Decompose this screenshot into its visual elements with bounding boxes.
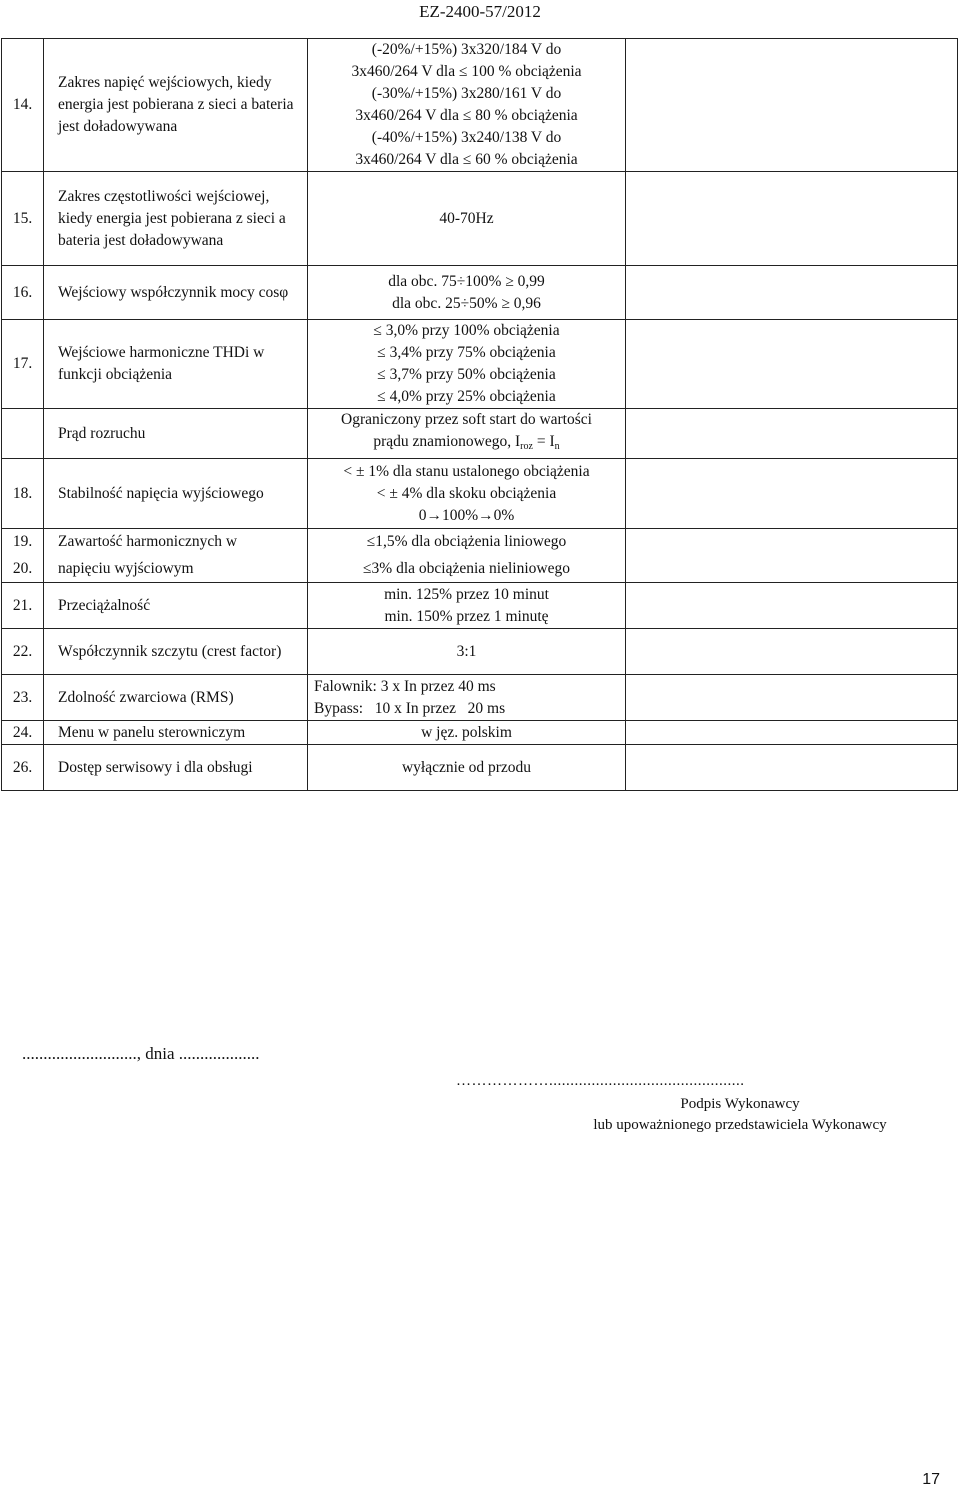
row-value [308, 320, 626, 409]
subscript-n: n [554, 441, 560, 452]
row-label: Przeciążalność [44, 583, 308, 629]
row-number: 26. [2, 745, 44, 791]
value-line: 3x460/264 V dla ≤ 60 % obciążenia [355, 151, 578, 168]
table-row [2, 172, 958, 266]
table-row [2, 320, 958, 409]
row-value: 40-70Hz [308, 172, 626, 266]
row-label: Zakres częstotliwości wejściowej, kiedy energia jest pobierana z sieci a bateria jest doładowywana [44, 172, 308, 266]
table-row [2, 529, 958, 556]
row-label: Wejściowy współczynnik mocy cosφ [44, 266, 308, 320]
empty-cell [626, 172, 958, 266]
date-line: ..........................., dnia ................... [22, 1044, 260, 1063]
empty-cell [626, 583, 958, 629]
row-number: 19. [2, 529, 44, 556]
page-number: 17 [922, 1471, 940, 1488]
row-number: 23. [2, 675, 44, 721]
row-value: 3:1 [308, 629, 626, 675]
empty-cell [626, 675, 958, 721]
specification-table [1, 38, 958, 791]
empty-cell [626, 745, 958, 791]
row-number: 16. [2, 266, 44, 320]
empty-cell [626, 721, 958, 745]
empty-cell [626, 556, 958, 583]
value-line: ≤ 3,0% przy 100% obciążenia [373, 322, 560, 339]
empty-cell [626, 459, 958, 529]
empty-cell [626, 266, 958, 320]
value-line: < ± 1% dla stanu ustalonego obciążenia [343, 462, 590, 480]
row-value: w jęz. polskim [308, 721, 626, 745]
table-row [2, 675, 958, 721]
row-number: 17. [2, 320, 44, 409]
table-row [2, 409, 958, 459]
row-number: 24. [2, 721, 44, 745]
table-row [2, 556, 958, 583]
value-line [308, 431, 625, 458]
empty-cell [626, 39, 958, 172]
value-text: prądu znamionowego, I [373, 433, 521, 450]
value-line: dla obc. 25÷50% ≥ 0,96 [392, 294, 541, 312]
signature-line-2: lub upoważnionego przedstawiciela Wykonawcy [593, 1117, 887, 1133]
row-value: wyłącznie od przodu [308, 745, 626, 791]
row-label: Współczynnik szczytu (crest factor) [44, 629, 308, 675]
row-number: 22. [2, 629, 44, 675]
row-label: Prąd rozruchu [44, 409, 308, 459]
row-number: 20. [2, 556, 44, 583]
value-line: Falownik: 3 x In przez 40 ms [314, 677, 496, 695]
value-line: ≤ 3,7% przy 50% obciążenia [377, 366, 556, 383]
table-row [2, 459, 958, 529]
row-value [308, 39, 626, 172]
table-row [2, 721, 958, 745]
value-line: min. 150% przez 1 minutę [384, 607, 549, 625]
row-label: Wejściowe harmoniczne THDi w funkcji obciążenia [44, 320, 308, 409]
signature-dots: ……………….............................................. [456, 1073, 745, 1089]
value-line: min. 125% przez 10 minut [384, 585, 549, 603]
empty-cell [626, 320, 958, 409]
row-value: ≤3% dla obciążenia nieliniowego [308, 556, 626, 583]
value-line: 3x460/264 V dla ≤ 100 % obciążenia [351, 63, 582, 80]
row-label: Zakres napięć wejściowych, kiedy energia jest pobierana z sieci a bateria jest doładowywana [44, 39, 308, 172]
row-label: napięciu wyjściowym [44, 556, 308, 583]
row-value [308, 409, 626, 459]
empty-cell [626, 529, 958, 556]
subscript-roz: roz [520, 441, 533, 452]
row-number: 21. [2, 583, 44, 629]
value-line: (-20%/+15%) 3x320/184 V do [371, 41, 562, 58]
row-value [308, 583, 626, 629]
value-line: (-40%/+15%) 3x240/138 V do [371, 129, 562, 146]
empty-cell [626, 629, 958, 675]
table-row [2, 39, 958, 172]
value-line: < ± 4% dla skoku obciążenia [376, 484, 557, 502]
value-line: dla obc. 75÷100% ≥ 0,99 [388, 272, 545, 290]
row-number: 18. [2, 459, 44, 529]
value-line: (-30%/+15%) 3x280/161 V do [371, 85, 562, 102]
row-label: Menu w panelu sterowniczym [44, 721, 308, 745]
value-line: ≤ 4,0% przy 25% obciążenia [377, 388, 556, 405]
table-row [2, 266, 958, 320]
document-id: EZ-2400-57/2012 [419, 2, 541, 21]
signature-line-1: Podpis Wykonawcy [680, 1096, 800, 1112]
row-value [308, 459, 626, 529]
row-number [2, 409, 44, 459]
row-label: Dostęp serwisowy i dla obsługi [44, 745, 308, 791]
row-label: Stabilność napięcia wyjściowego [44, 459, 308, 529]
row-label: Zdolność zwarciowa (RMS) [44, 675, 308, 721]
row-label: Zawartość harmonicznych w [44, 529, 308, 556]
table-row [2, 629, 958, 675]
row-value [308, 266, 626, 320]
row-value: ≤1,5% dla obciążenia liniowego [308, 529, 626, 556]
value-line: Ograniczony przez soft start do wartości [341, 411, 592, 428]
value-line: 3x460/264 V dla ≤ 80 % obciążenia [355, 107, 578, 124]
row-number: 14. [2, 39, 44, 172]
row-value [308, 675, 626, 721]
value-line: Bypass: 10 x In przez 20 ms [314, 699, 506, 717]
table-row [2, 745, 958, 791]
signature-caption [560, 1094, 920, 1136]
value-text: = I [532, 433, 555, 450]
value-line: ≤ 3,4% przy 75% obciążenia [377, 344, 556, 361]
row-number: 15. [2, 172, 44, 266]
table-row [2, 583, 958, 629]
empty-cell [626, 409, 958, 459]
value-line: 0→100%→0% [418, 506, 515, 524]
